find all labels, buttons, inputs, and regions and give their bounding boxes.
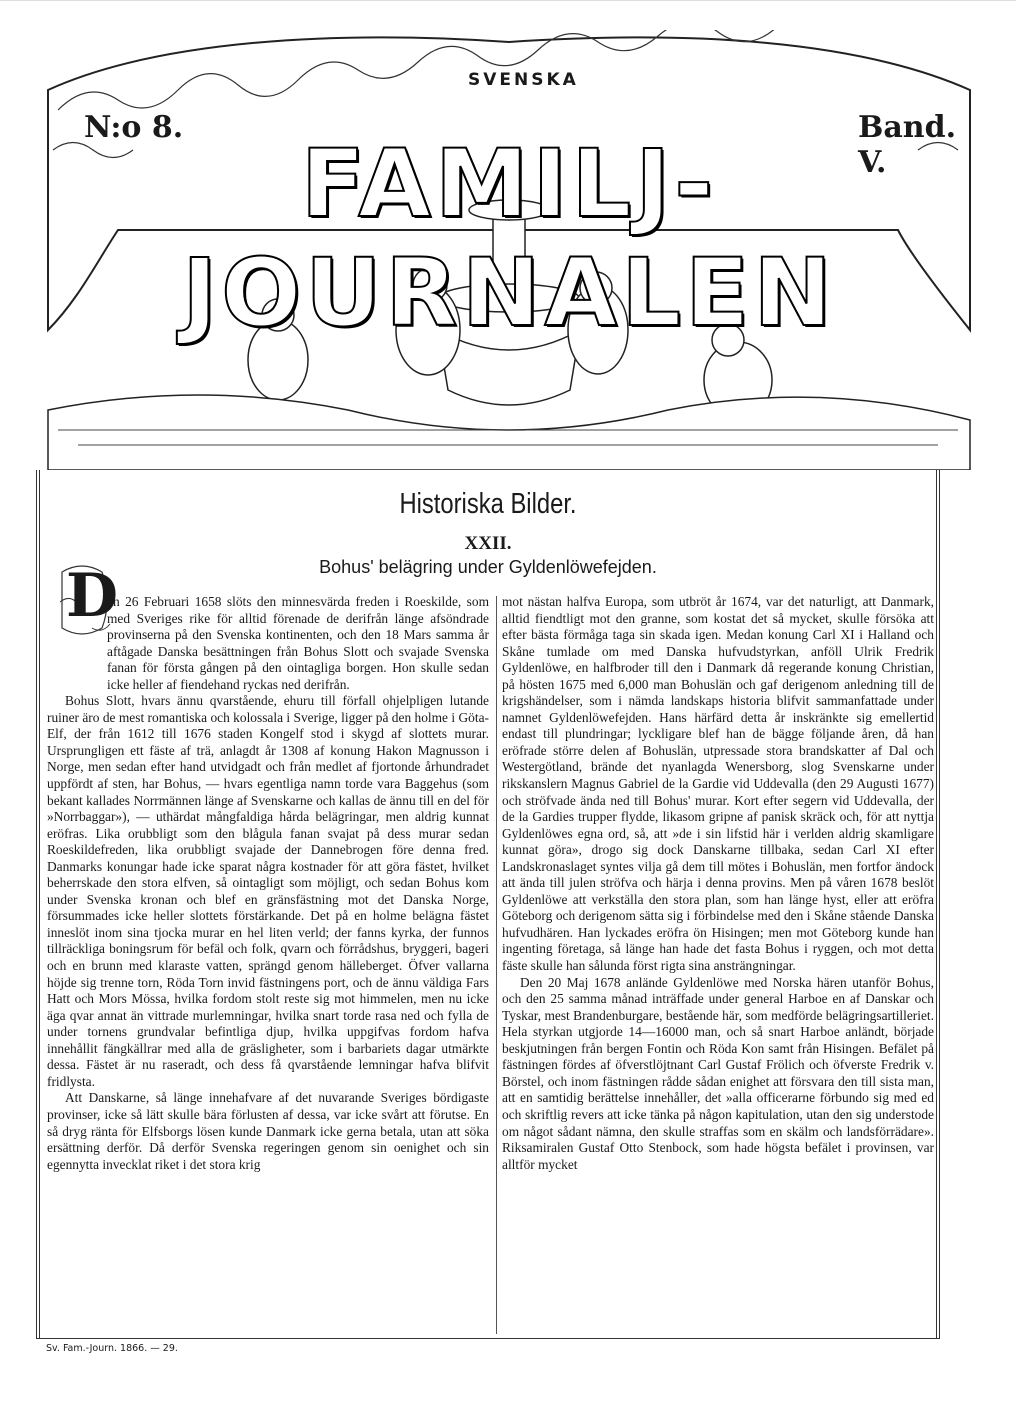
volume-number: Band. V. <box>858 110 957 180</box>
frame-rule-right <box>936 470 937 1338</box>
frame-rule-left <box>36 470 37 1338</box>
masthead-title: FAMILJ-JOURNALEN <box>182 130 836 348</box>
masthead <box>38 30 980 470</box>
article-part: XXII. <box>464 533 512 554</box>
paragraph: Att Danskarne, så länge innehafvare af det nuvarande Sveriges bördigaste provinser, icke så lätt skulle bära förlusten af dessa, var icke svårt att förutse. En så dryg ränta för Elfsborgs lösen kunde Danmark icke gerna betala, utan att söka ersättning derför. Då derför Svenska regeringen genom sin oenighet och sin egennytta invecklat riket i det stora krig <box>47 1090 489 1172</box>
paragraph: en 26 Februari 1658 slöts den minnesvärda freden i Roeskilde, som med Sveriges rike för alltid förenade de derifrån länge afsöndrade provinserna på den Svenska kontinenten, och den 18 Mars samma år aftågade Danska besättningen från Bohus Slott och svajade Svenska fanan för första gången på den ointagliga borgen. Hon skulle sedan icke heller af fiendehand ryckas ned derifrån. <box>107 594 489 692</box>
paragraph: mot nästan halfva Europa, som utbröt år 1674, var det naturligt, att Danmark, alltid fiendtligt mot den granne, som kostat det så mycket, skulle försöka att efter bästa förmåga taga sin skada igen. Medan konung Carl XI i Halland och Skåne tumlade om med Danska hufvudstyrkan, anföll Ulrik Fredrik Gyldenlöwe, en halfbroder till den i Danmark då regerande konung Christian, på hösten 1675 med 6,000 man Bohuslän och gaf derigenom anledning till de krigshändelser, som i nämda landskaps historia blifvit sammanfattade under namnet Gyldenlöwefejden. Hans härfärd detta år inskränkte sig emellertid endast till plundringar; lyckligare blef han de bägge följande åren, då han eröfrade större delen af Bohuslän, utpressade stora brandskatter af Dal och Westergötland, brände det nyanlagda Wenersborg, slog Svenskarne under rikskanslern Magnus Gabriel de la Gardie vid Uddevalla (den 29 Augusti 1677) och ströfvade ända ned till Bohus' murar. Kort efter segern vid Uddevalla, der de la Gardies trupper flydde, likasom gripne af panisk skräck och, för att nyttja Gyldenlöwes egna ord, så, att »de i sin lifstid här i verlden aldrig skamligare kunnat göra», drogo sig dock Danskarne tillbaka, sedan Carl XI efter Landskronaslaget syntes vilja gå dem till mötes i Bohuslän, men fortfor ändock att ända till julen ströfva och härja i denna provins. Men på våren 1678 beslöt Gyldenlöwe att verkställa den stora plan, som han länge hyst, eller att eröfra Göteborg och derigenom sätta sig i förbindelse med den i Skåne stående Danska hufvudhären. Han lyckades eröfra ön Hisingen; men mot Göteborg kunde han ingenting företaga, så länge han hade det fasta Bohus i ryggen, och mot detta fäste skulle han sålunda först rigta sina ansträngningar. <box>502 594 934 974</box>
issue-number: N:o 8. <box>84 110 184 145</box>
paragraph: Bohus Slott, hvars ännu qvarstående, ehuru till förfall ohjelpligen lutande ruiner äro de mest romantiska och kolossala i Sverige, ligger på den holme i Göta-Elf, der från 1612 till 1676 staden Kongelf stod i skygd af slottets murar. Ursprungligen ett fäste af trä, anlagdt år 1308 af konung Hakon Magnusson i Norge, men sedan efter hand utvidgadt och från medlet af fjortonde århundradet uppfördt af sten, har Bohus, — hvars egentliga namn torde vara Baggehus (som bekant kallades Norrmännen länge af Svenskarne och kallas de ännu till en del för »Norrbaggar»), — uthärdat mångfaldiga hårda belägringar, men aldrig kunnat eröfras. Lika orubbligt som den blågula fanan svajat på dess murar sedan Roeskildefreden, lika orubbligt svajade der Dannebrogen före denna fred. Danmarks konungar hade icke sparat några kostnader för att göra fästet, hvilket beherrskade den stora elfven, så ointagligt som möjligt, och sedan Bohus kom under Svenska kronan och blef en gränsfästning mot det Danska Norge, försummades icke heller slottets förstärkande. Det på en holme belägna fästet inneslöt inom sina tjocka murar en hel liten verld; der fanns kyrka, der funnos tillräckliga boningsrum för befäl och folk, qvarn och förrådshus, bryggeri, bageri och en brunn med klaraste vatten, sprängd genom hälleberget. Öfver vallarna höjde sig trenne torn, Röda Torn invid fästningens port, och de ännu väldiga Fars Hatt och Mors Mössa, hvilka fordom stolt reste sig mot himmelen, men nu icke äga qvar annat än vittrade murlemningar, hvilka snart torde rasa ned och fylla de under tornens grundvalar befintliga djup, hvilka uppgifvas fordom hafva innehållit fängkällrar med alla de gräsligheter, som i barbariets dagar utmärkte dessa. Fästet är nu raseradt, och dess få qvarstående lemningar hafva blifvit fridlysta. <box>47 693 489 1089</box>
article-title: Historiska Bilder. <box>399 488 577 520</box>
paragraph: Den 20 Maj 1678 anlände Gyldenlöwe med Norska hären utanför Bohus, och den 25 samma månad inträffade under general Harboe en af Danskar och Tyskar, mest Brandenburgare, bestående här, som medförde belägringsartilleriet. Hela styrkan utgjorde 14—16000 man, och så snart Harboe anländt, började beskjutningen från bergen Fontin och Röda Kon samt från Hisingen. Befälet på fästningen fördes af öfverstlöjtnant Carl Gustaf Frölich och öfverste Fredrik v. Börstel, och inom fästningen rådde sådan enighet att försvara den till sista man, att en samtidig berättelse innehåller, det »alla officerarne förbundo sig med ed och skriftlig revers att icke tänka på någon kapitulation, utan den sig understode om något sådant nämna, den skulle straffas som en skälm och landsförrädare». Riksamiralen Gustaf Otto Stenbock, som hade högsta befälet i provinsen, var alltför mycket <box>502 974 934 1172</box>
page-edge <box>0 0 1016 1</box>
text-column-left <box>47 594 489 1173</box>
column-divider <box>496 596 497 1334</box>
masthead-top-word: SVENSKA <box>468 70 579 90</box>
frame-rule-bottom <box>36 1338 940 1339</box>
frame-rule-left-inner <box>39 470 40 1338</box>
article-subtitle: Bohus' belägring under Gyldenlöwefejden. <box>319 557 657 577</box>
footer-imprint: Sv. Fam.-Journ. 1866. — 29. <box>46 1343 178 1354</box>
drop-cap: D <box>66 561 119 631</box>
frame-rule-right-outer <box>939 470 940 1338</box>
text-column-right <box>502 594 934 1173</box>
